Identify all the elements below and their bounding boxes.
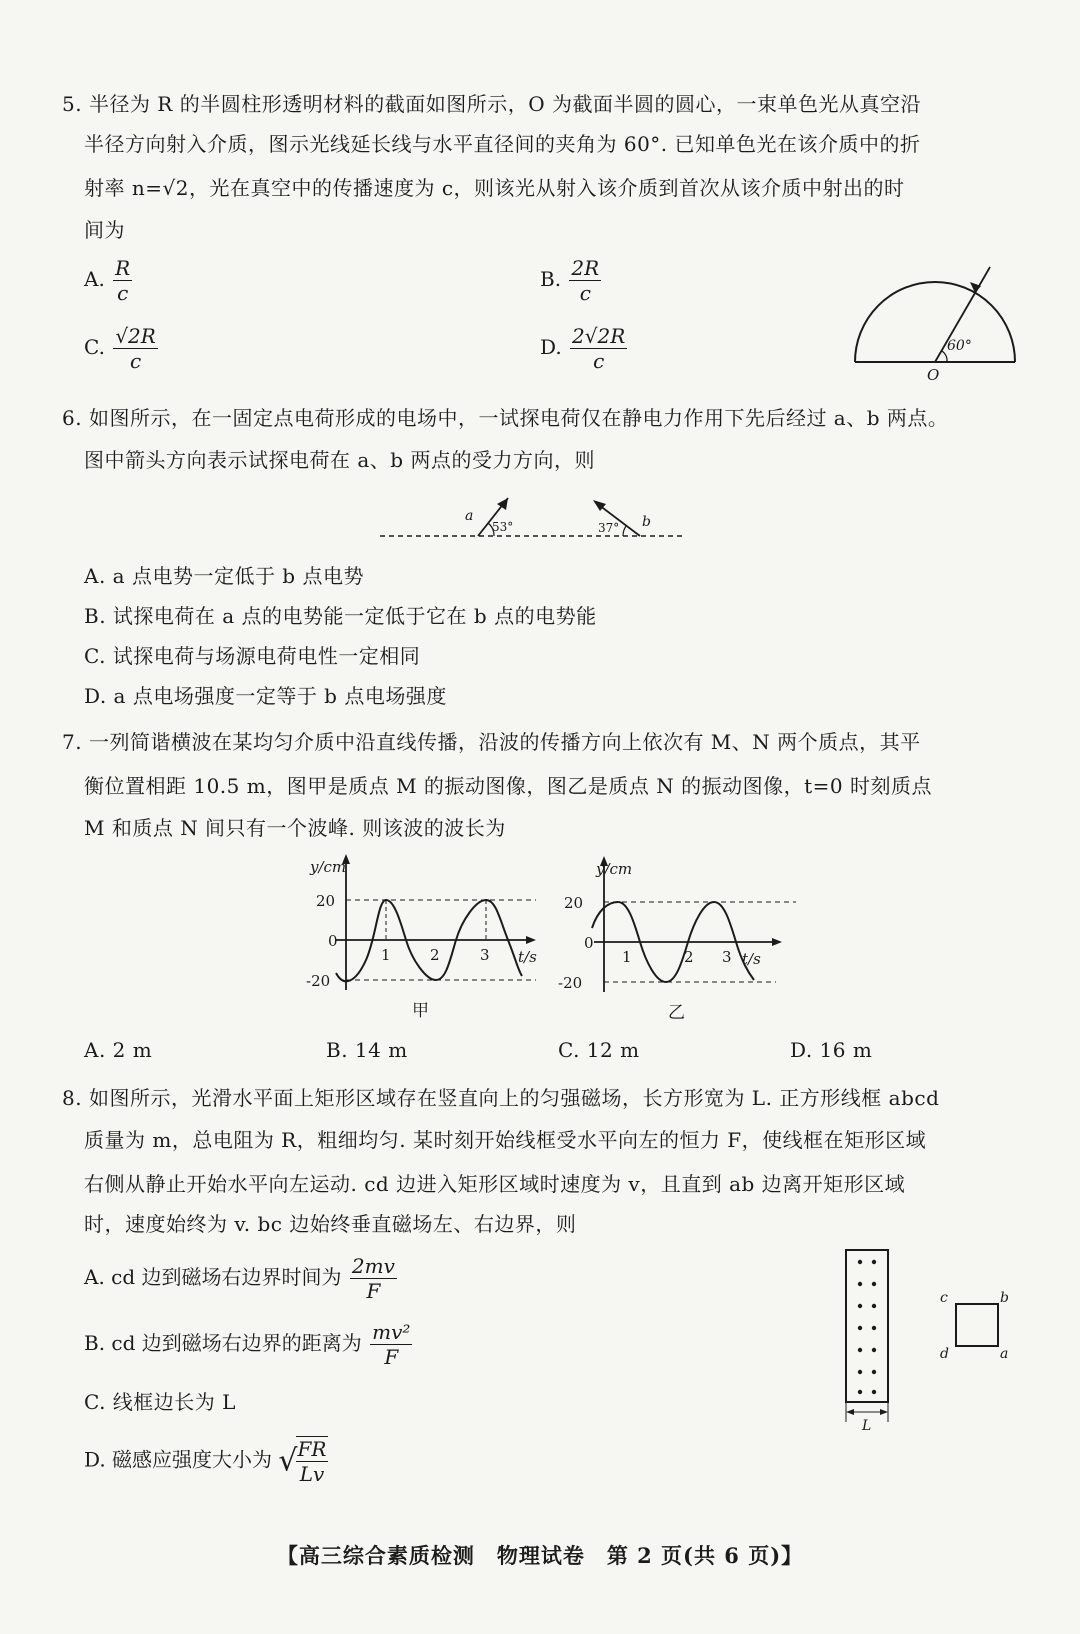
q5-line-2: 半径方向射入介质，图示光线延长线与水平直径间的夹角为 60°. 已知单色光在该介质中的折 [84,132,921,156]
q7-yi-ytick-20: 20 [564,894,584,912]
q6-force-figure [380,484,690,544]
q8-line-1: 8. 如图所示，光滑水平面上矩形区域存在竖直向上的匀强磁场，长方形宽为 L. 正方形线框 abcd [62,1086,940,1110]
q7-jia-ytick-20: 20 [316,892,336,910]
fraction-numerator: R [115,256,131,280]
fraction-denominator: c [129,349,142,373]
q7-yi-ylabel: y/cm [596,860,633,878]
q6-line-2: 图中箭头方向表示试探电荷在 a、b 两点的受力方向，则 [84,448,595,472]
q5-option-a [84,256,132,305]
q6-option-c: C. 试探电荷与场源电荷电性一定相同 [84,644,421,668]
fraction-denominator: c [579,281,591,305]
fraction-numerator: mv² [372,1320,411,1344]
q7-option-c: C. 12 m [558,1038,640,1062]
fraction-numerator: √2R [115,324,156,348]
q8-corner-d: d [940,1346,949,1362]
q7-yi-ytick-neg20: -20 [558,974,583,992]
q7-option-b: B. 14 m [326,1038,408,1062]
q5-option-b [540,256,601,305]
q7-jia-xtick-3: 3 [480,946,490,964]
q5-line-3: 射率 n=√2，光在真空中的传播速度为 c，则该光从射入该介质到首次从该介质中射出的时 [84,176,905,200]
q7-yi-xlabel: t/s [742,950,761,968]
option-label: D. [540,335,562,359]
q6-point-b-label: b [642,514,651,530]
q7-yi-ytick-0: 0 [584,934,594,952]
q5-option-d [540,324,627,373]
fraction-denominator: F [366,1279,381,1303]
q6-option-a: A. a 点电势一定低于 b 点电势 [84,564,364,588]
q7-option-a: A. 2 m [84,1038,153,1062]
q6-angle-b: 37° [598,521,620,535]
q5-semicircle-figure [850,262,1020,382]
q7-graph-jia [296,850,556,1025]
q8-corner-a: a [1000,1346,1009,1362]
q7-yi-caption: 乙 [668,1003,685,1023]
q8-width-label: L [862,1418,872,1434]
q7-yi-xtick-3: 3 [722,948,732,966]
page-footer: 【高三综合素质检测 物理试卷 第 2 页(共 6 页)】 [276,1543,804,1568]
q7-jia-ylabel: y/cm [310,858,347,876]
q8-line-3: 右侧从静止开始水平向左运动. cd 边进入矩形区域时速度为 v，且直到 ab 边离开矩形区域 [84,1172,906,1196]
q7-option-d: D. 16 m [790,1038,873,1062]
q5-angle-label: 60° [947,338,972,354]
fraction-denominator: F [384,1345,399,1369]
q7-line-2: 衡位置相距 10.5 m，图甲是质点 M 的振动图像，图乙是质点 N 的振动图像，t=0 时刻质点 [84,774,932,798]
q7-jia-xlabel: t/s [518,948,537,966]
q7-jia-xtick-1: 1 [381,946,391,964]
q6-option-b: B. 试探电荷在 a 点的电势能一定低于它在 b 点的电势能 [84,604,597,628]
sqrt-sign: √ [278,1443,298,1479]
q8-option-b [84,1320,412,1369]
q7-jia-ytick-0: 0 [328,932,338,950]
fraction-numerator: FR [297,1437,327,1461]
fraction-numerator: 2R [571,256,600,280]
q6-angle-a: 53° [492,520,514,534]
option-label: A. [84,267,105,291]
q7-line-3: M 和质点 N 间只有一个波峰. 则该波的波长为 [84,816,506,840]
option-label: C. [84,335,105,359]
q5-line-1: 5. 半径为 R 的半圆柱形透明材料的截面如图所示，O 为截面半圆的圆心，一束单色光从真空沿 [62,92,921,116]
option-text: B. cd 边到磁场右边界的距离为 [84,1331,362,1355]
q5-option-c [84,324,158,373]
fraction-denominator: Lv [299,1462,325,1486]
q6-point-a-label: a [465,508,474,524]
q8-line-4: 时，速度始终为 v. bc 边始终垂直磁场左、右边界，则 [84,1212,577,1236]
fraction-numerator: 2√2R [572,324,626,348]
q8-option-a [84,1254,397,1303]
fraction-denominator: c [593,349,605,373]
q7-jia-xtick-2: 2 [430,946,440,964]
q8-magnetic-field-figure [836,1246,1036,1436]
q5-line-4: 间为 [84,218,125,242]
q8-corner-b: b [1000,1290,1009,1306]
field-dots [858,1260,876,1394]
q7-jia-ytick-neg20: -20 [306,972,331,990]
q8-corner-c: c [940,1290,948,1306]
q8-line-2: 质量为 m，总电阻为 R，粗细均匀. 某时刻开始线框受水平向左的恒力 F，使线框在矩形区域 [84,1128,927,1152]
fraction-denominator: c [117,281,129,305]
q6-line-1: 6. 如图所示，在一固定点电荷形成的电场中，一试探电荷仅在静电力作用下先后经过 a、b 两点。 [62,406,949,430]
q7-jia-caption: 甲 [412,1001,429,1021]
option-label: B. [540,267,562,291]
q6-option-d: D. a 点电场强度一定等于 b 点电场强度 [84,684,447,708]
option-text: A. cd 边到磁场右边界时间为 [84,1265,342,1289]
q8-option-d [84,1436,328,1486]
q7-yi-xtick-1: 1 [622,948,632,966]
option-text: D. 磁感应强度大小为 [84,1447,273,1472]
q7-yi-xtick-2: 2 [684,948,694,966]
q8-option-c: C. 线框边长为 L [84,1390,236,1414]
q7-graph-yi [556,852,806,1027]
q7-line-1: 7. 一列简谐横波在某均匀介质中沿直线传播，沿波的传播方向上依次有 M、N 两个质点，其平 [62,730,921,754]
q5-center-label: O [927,366,940,384]
fraction-numerator: 2mv [351,1254,395,1278]
